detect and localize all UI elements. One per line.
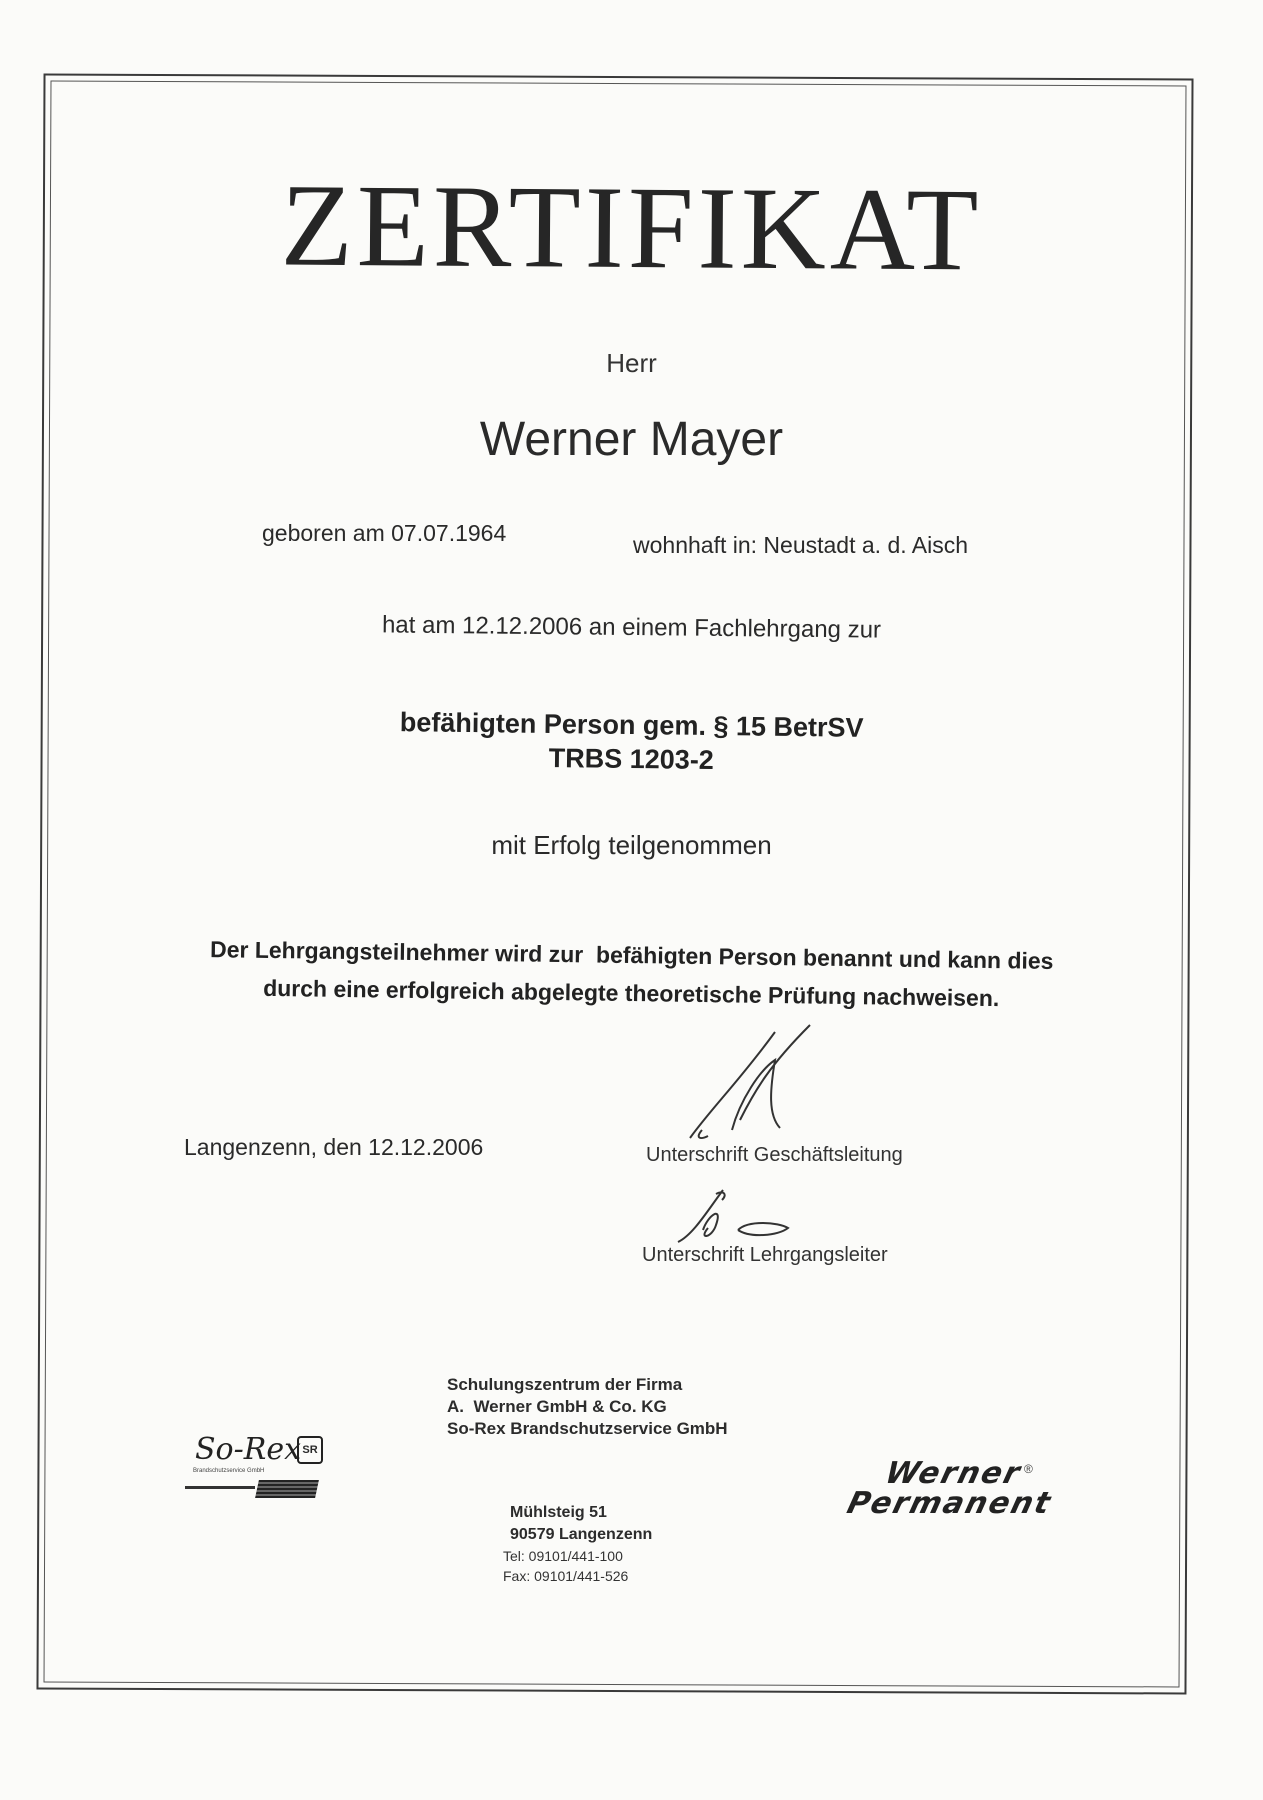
issuer-city: 90579 Langenzenn — [510, 1526, 653, 1543]
instructor-signature-label: Unterschrift Lehrgangsleiter — [642, 1244, 888, 1266]
recipient-name: Werner Mayer — [479, 413, 784, 466]
issuer-line-1: Schulungszentrum der Firma — [447, 1375, 683, 1394]
sorex-logo-text: So-Rex — [195, 1432, 302, 1467]
course-title-line-1: befähigten Person gem. § 15 BetrSV — [399, 707, 864, 743]
werner-logo-line-1: Werner — [881, 1456, 1026, 1491]
place-date: Langenzenn, den 12.12.2006 — [184, 1134, 484, 1160]
certificate-title: ZERTIFIKAT — [280, 159, 983, 296]
issuer-fax: Fax: 09101/441-526 — [503, 1568, 629, 1584]
sorex-tagline: Brandschutzservice GmbH — [193, 1468, 265, 1474]
issuer-line-2: A. Werner GmbH & Co. KG — [447, 1397, 667, 1416]
registered-mark-icon: ® — [1024, 1462, 1033, 1476]
residence: wohnhaft in: Neustadt a. d. Aisch — [633, 532, 968, 558]
statement-line-2: durch eine erfolgreich abgelegte theoretische Prüfung nachweisen. — [262, 974, 1000, 1012]
management-signature-label: Unterschrift Geschäftsleitung — [646, 1144, 903, 1166]
statement-line-1: Der Lehrgangsteilnehmer wird zur befähigten Person benannt und kann dies — [209, 936, 1054, 974]
issuer-line-3: So-Rex Brandschutzservice GmbH — [447, 1419, 728, 1438]
sorex-badge-icon: SR — [297, 1436, 323, 1464]
course-title-line-2: TRBS 1203-2 — [548, 742, 715, 776]
issuer-company — [447, 1374, 728, 1440]
issuer-phones — [503, 1546, 628, 1586]
course-intro: hat am 12.12.2006 an einem Fachlehrgang zur — [381, 611, 882, 644]
werner-permanent-logo — [840, 1456, 1056, 1536]
sorex-stripe-block — [255, 1480, 319, 1498]
salutation: Herr — [606, 348, 657, 378]
success-text: mit Erfolg teilgenommen — [491, 830, 772, 860]
date-of-birth: geboren am 07.07.1964 — [262, 520, 507, 546]
management-signature — [680, 1020, 850, 1150]
sorex-underline — [185, 1486, 255, 1489]
issuer-address — [510, 1502, 652, 1546]
werner-logo-line-2: Permanent — [843, 1486, 1056, 1521]
issuer-street: Mühlsteig 51 — [510, 1504, 607, 1521]
issuer-tel: Tel: 09101/441-100 — [503, 1548, 623, 1564]
sorex-logo — [185, 1432, 325, 1512]
instructor-signature — [668, 1180, 808, 1250]
